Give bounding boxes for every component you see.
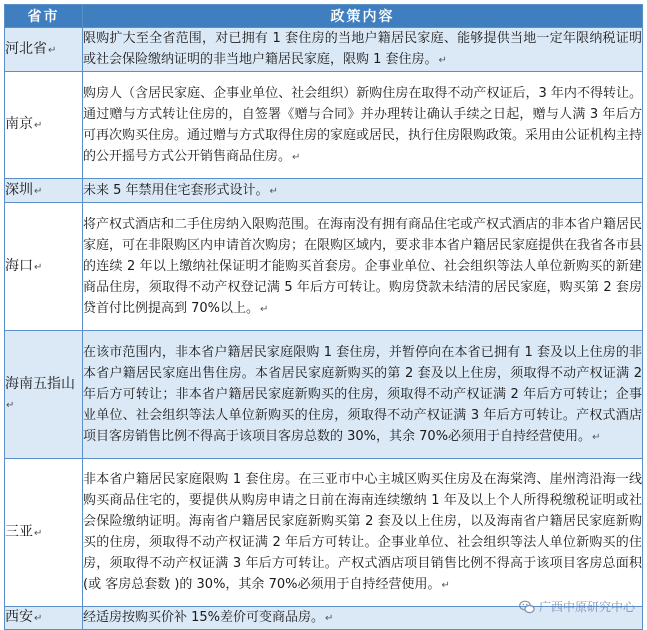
table-row — [5, 179, 643, 203]
table-row — [5, 459, 643, 607]
policy-text: 购房人（含居民家庭、企事业单位、社会组织）新购住房在取得不动产权证后，3 年内不得转让。通过赠与方式转让住房的，自签署《赠与合同》并办理转让确认手续之日起，赠与人满 3 年后方可再次购买住房。通过赠与方式取得住房的家庭或居民，执行住房限购政策。采用由公证机构主持的公开摇号方式公开销售商品住房。 — [83, 85, 643, 164]
table-row — [5, 331, 643, 459]
paragraph-mark: ↵ — [269, 185, 278, 197]
paragraph-mark: ↵ — [48, 44, 57, 56]
policy-table — [4, 4, 643, 630]
city-cell — [5, 331, 83, 459]
paragraph-mark: ↵ — [592, 431, 601, 443]
paragraph-mark: ↵ — [34, 527, 43, 539]
city-label: 南京 — [5, 116, 33, 132]
paragraph-mark: ↵ — [34, 120, 43, 131]
header-policy: 政策内容 — [83, 5, 643, 28]
policy-cell — [83, 203, 643, 331]
policy-text: 经适房按购买价补 15%差价可变商品房。 — [83, 610, 325, 625]
policy-text: 在该市范围内，非本省户籍居民家庭限购 1 套住房，并暂停向在本省已拥有 1 套及以上住房的非本省户籍居民家庭出售住房。本省居民家庭新购买的第 2 套及以上住房，须取得不动产权证满 2 年后方可转让；非本省户籍居民家庭新购买的住房，须取得不动产权证满 2 年后方可转让；企事业单位、社会组织等法人单位新购买的住房，须取得不动产权证满 3 年后方可转让。产权式酒店项目客房销售比例不得高于该项目客房总数的 30%，其余 70%必须用于自持经营使用。 — [83, 344, 642, 444]
paragraph-mark: ↵ — [260, 303, 269, 315]
city-label: 深圳 — [5, 181, 33, 198]
city-label: 三亚 — [5, 523, 33, 540]
city-cell — [5, 72, 83, 179]
paragraph-mark: ↵ — [34, 185, 43, 197]
paragraph-mark: ↵ — [292, 151, 301, 163]
city-label: 海口 — [5, 257, 33, 274]
policy-text: 限购扩大至全省范围，对已拥有 1 套住房的当地户籍居民家庭、能够提供当地一定年限纳税证明或社会保险缴纳证明的非当地户籍居民家庭，限购 1 套住房。 — [83, 31, 642, 67]
policy-cell — [83, 72, 643, 179]
table-row — [5, 72, 643, 179]
policy-cell — [83, 331, 643, 459]
city-cell — [5, 459, 83, 607]
policy-text: 未来 5 年禁用住宅套形式设计。 — [83, 182, 269, 198]
city-cell — [5, 28, 83, 72]
paragraph-mark: ↵ — [438, 55, 447, 66]
policy-text: 将产权式酒店和二手住房纳入限购范围。在海南没有拥有商品住宅或产权式酒店的非本省户籍居民家庭，可在非限购区内申请首次购房；在限购区域内，要求非本省户籍居民家庭提供在我省各市县的连续 2 年以上缴纳社保证明才能购买首套房。企事业单位、社会组织等法人单位新购买的新建商品住房，须取得不动产权登记满 5 年后方可转让。购房贷款未结清的居民家庭，购买第 2 套房贷首付比例提高到 70%以上。 — [83, 216, 643, 316]
policy-cell — [83, 179, 643, 203]
policy-text: 非本省户籍居民家庭限购 1 套住房。在三亚市中心主城区购买住房及在海棠湾、崖州湾沿海一线购买商品住宅的，要提供从购房申请之日前在海南连续缴纳 1 年及以上个人所得税缴税证明或社会保险缴纳证明。海南省户籍居民家庭新购买第 2 套及以上住房，以及海南省户籍居民家庭新购买的住房，须取得不动产权证满 2 年后方可转让。企事业单位、社会组织等法人单位新购买的住房，须取得不动产权证满 3 年后方可转让。产权式酒店项目销售比例不得高于该项目客房总面积(或 客房总套数 )的 30%，其余 70%必须用于自持经营使用。 — [83, 472, 642, 592]
city-label: 西安 — [5, 609, 33, 625]
paragraph-mark: ↵ — [441, 580, 450, 591]
table-row — [5, 203, 643, 331]
header-city: 省市 — [5, 5, 83, 28]
paragraph-mark: ↵ — [6, 399, 15, 411]
city-cell — [5, 607, 83, 630]
wechat-icon — [519, 599, 535, 615]
paragraph-mark: ↵ — [34, 261, 43, 273]
city-label: 河北省 — [5, 40, 47, 57]
policy-cell — [83, 28, 643, 72]
city-cell — [5, 179, 83, 203]
watermark-text: 广西中原研究中心 — [538, 600, 635, 614]
city-label: 海南五指山 — [5, 375, 75, 392]
watermark — [519, 598, 635, 615]
city-cell — [5, 203, 83, 331]
paragraph-mark: ↵ — [325, 613, 334, 624]
table-header-row — [5, 5, 643, 28]
paragraph-mark: ↵ — [34, 613, 43, 624]
policy-cell — [83, 459, 643, 607]
table-row — [5, 28, 643, 72]
